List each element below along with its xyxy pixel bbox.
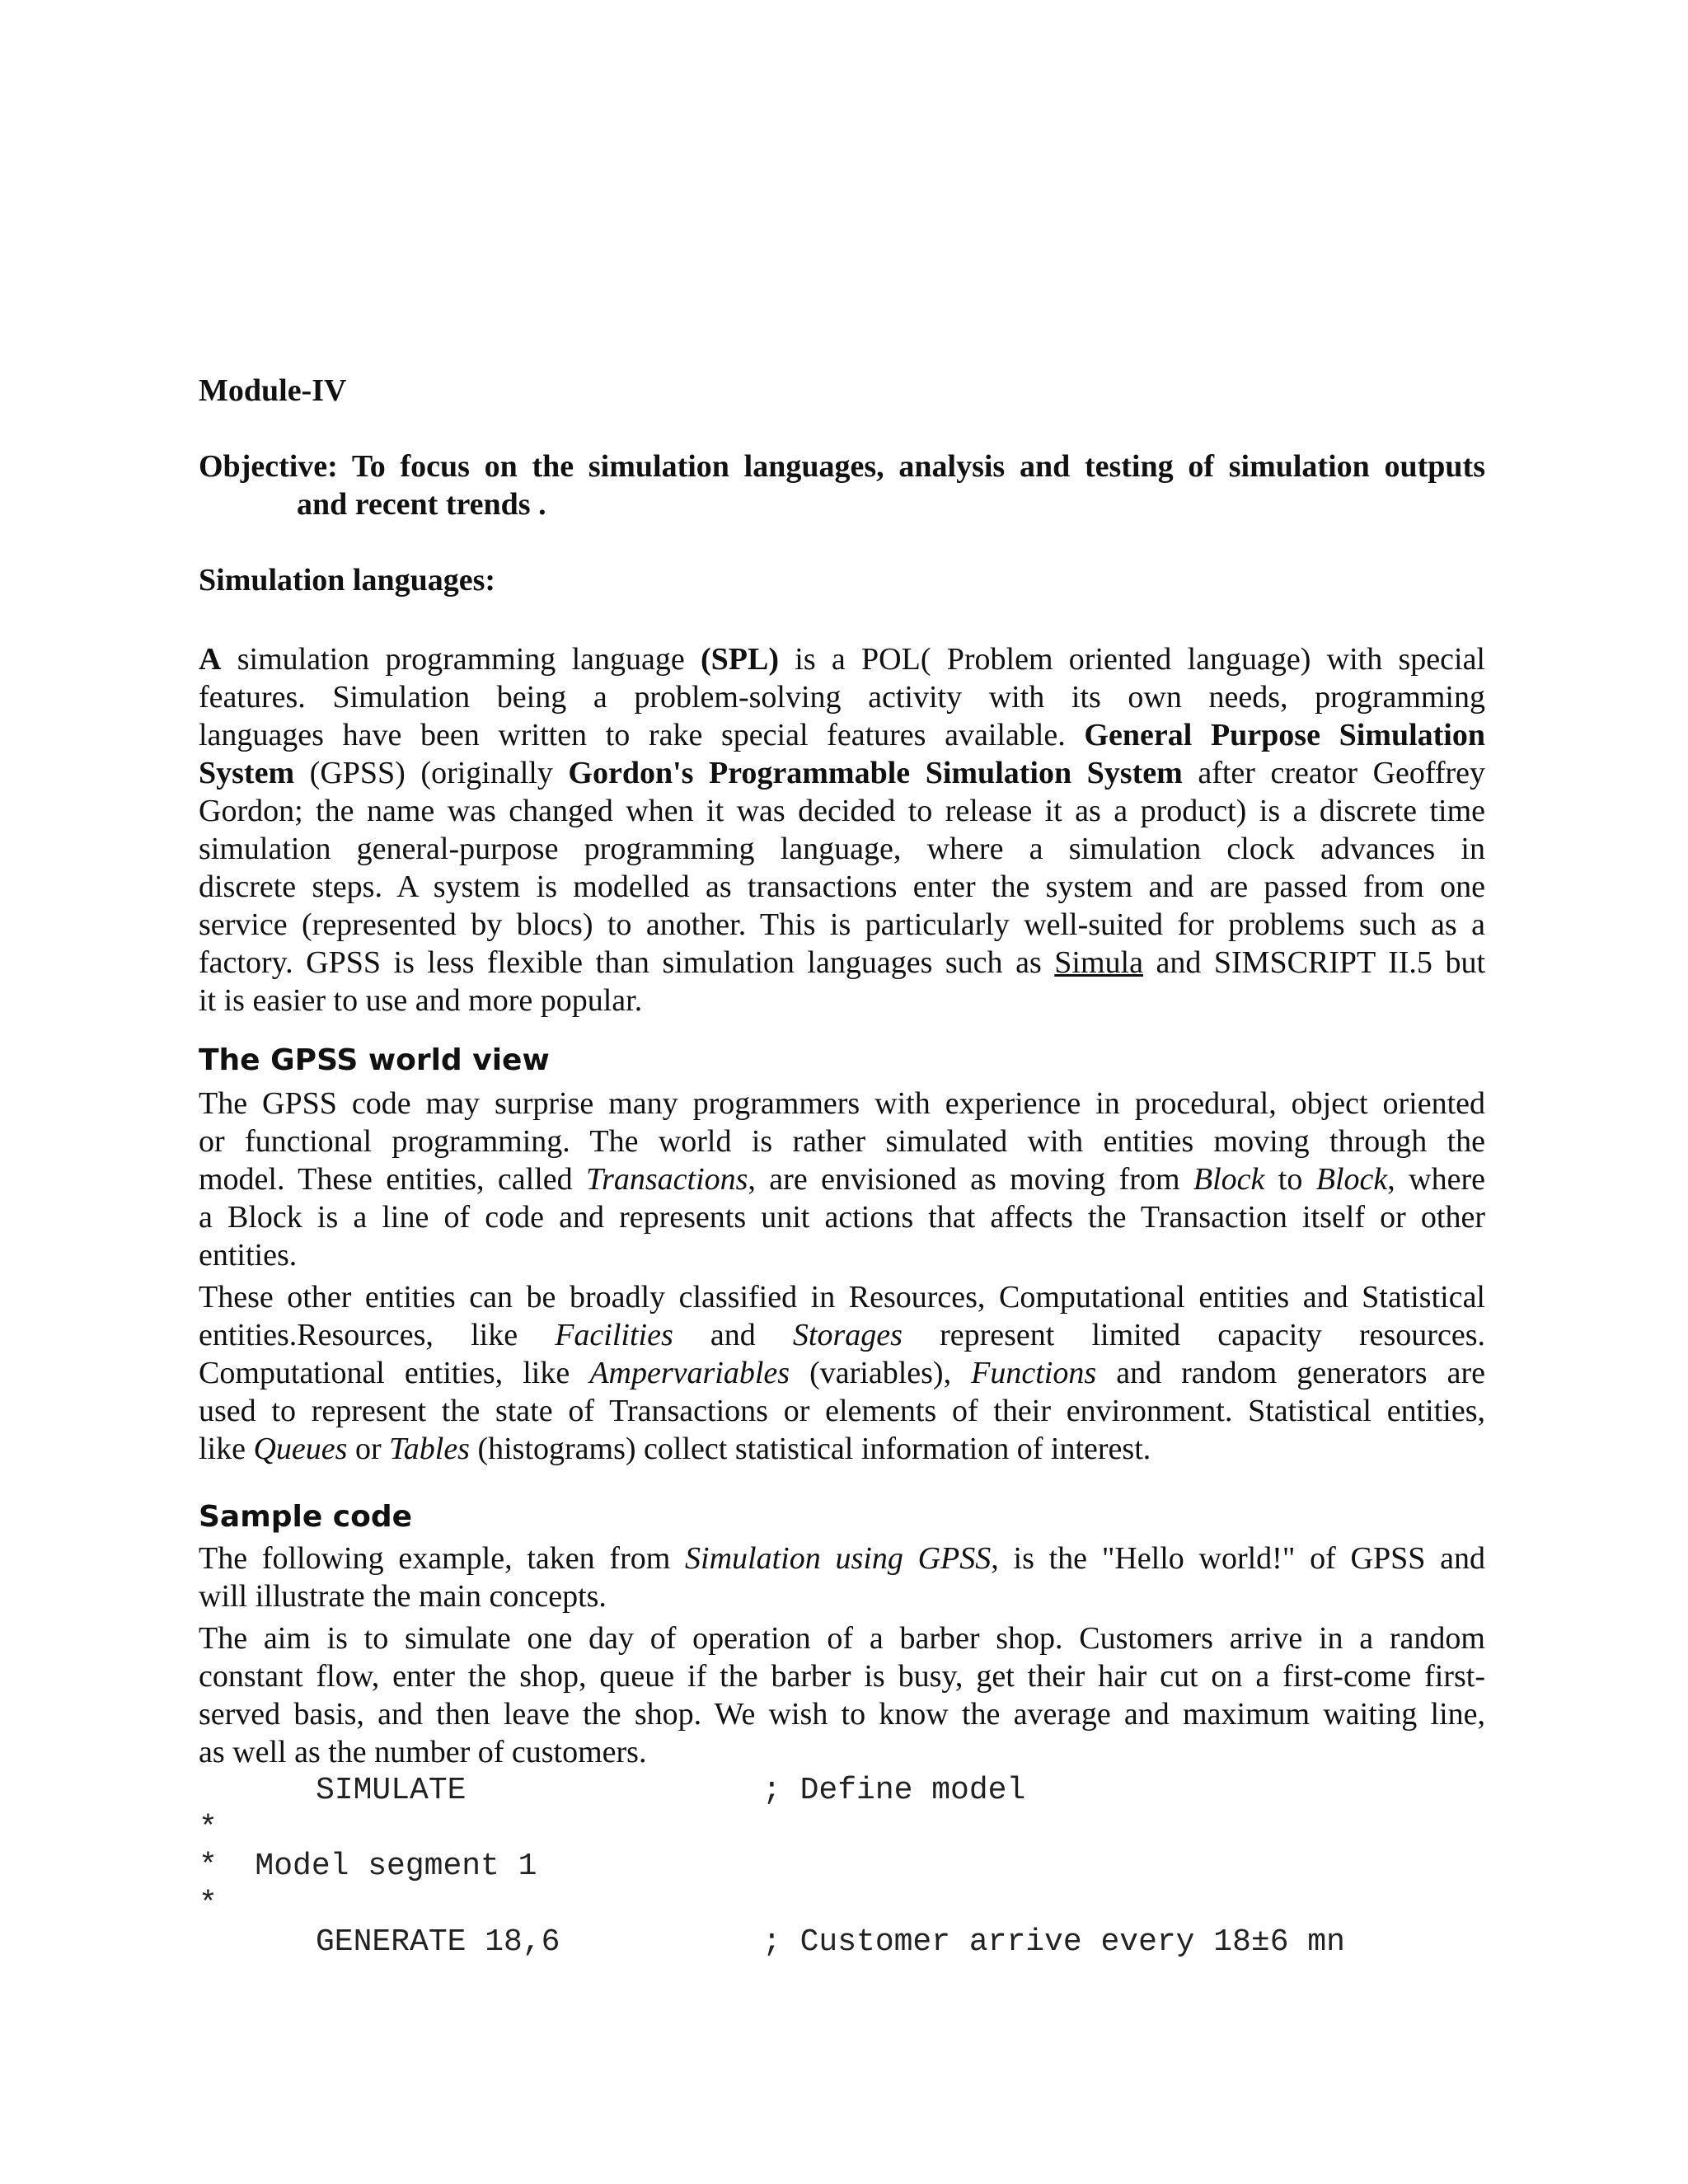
paragraph-line: like Queues or Tables (histograms) collect statistical information of interest. xyxy=(199,1432,1151,1466)
paragraph-line: constant flow, enter the shop, queue if the barber is busy, get their hair cut on a first-come first- xyxy=(199,1659,1485,1694)
paragraph-line: a Block is a line of code and represents unit actions that affects the Transaction itself or other xyxy=(199,1200,1485,1235)
objective-line-2: and recent trends . xyxy=(297,487,546,522)
code-statement: SIMULATE xyxy=(316,1773,467,1808)
paragraph-line: as well as the number of customers. xyxy=(199,1735,647,1769)
paragraph-line: discrete steps. A system is modelled as transactions enter the system and are passed from one xyxy=(199,869,1485,904)
code-comment-line: * xyxy=(199,1886,218,1922)
document-page xyxy=(199,0,1485,2184)
objective-line-1: Objective: To focus on the simulation languages, analysis and testing of simulation outputs xyxy=(199,449,1485,484)
heading-gpss-world-view: The GPSS world view xyxy=(199,1043,550,1077)
code-statement: GENERATE 18,6 xyxy=(316,1924,560,1960)
paragraph-line: or functional programming. The world is rather simulated with entities moving through the xyxy=(199,1124,1485,1159)
paragraph-line: Gordon; the name was changed when it was decided to release it as a product) is a discrete time xyxy=(199,794,1485,828)
paragraph-line: The following example, taken from Simulation using GPSS, is the "Hello world!" of GPSS and xyxy=(199,1541,1485,1576)
paragraph-line: entities. xyxy=(199,1238,298,1272)
module-title: Module-IV xyxy=(199,373,347,408)
paragraph-line: entities.Resources, like Facilities and Storages represent limited capacity resources. xyxy=(199,1318,1485,1352)
paragraph-line: A simulation programming language (SPL) is a POL( Problem oriented language) with special xyxy=(199,642,1485,677)
paragraph-line: served basis, and then leave the shop. We wish to know the average and maximum waiting line, xyxy=(199,1697,1485,1732)
paragraph-line: features. Simulation being a problem-solving activity with its own needs, programming xyxy=(199,680,1485,715)
code-comment: ; Customer arrive every 18±6 mn xyxy=(762,1924,1345,1960)
paragraph-line: The aim is to simulate one day of operation of a barber shop. Customers arrive in a random xyxy=(199,1621,1485,1656)
code-comment-line: * Model segment 1 xyxy=(199,1849,537,1884)
code-comment: ; Define model xyxy=(762,1773,1026,1808)
heading-sample-code: Sample code xyxy=(199,1500,413,1534)
paragraph-line: factory. GPSS is less flexible than simulation languages such as Simula and SIMSCRIPT II.5 but xyxy=(199,945,1486,980)
paragraph-line: The GPSS code may surprise many programmers with experience in procedural, object oriented xyxy=(199,1086,1485,1121)
paragraph-line: it is easier to use and more popular. xyxy=(199,983,643,1018)
paragraph-line: service (represented by blocs) to another. This is particularly well-suited for problems such as a xyxy=(199,907,1485,942)
paragraph-line: used to represent the state of Transactions or elements of their environment. Statistical entities, xyxy=(199,1394,1485,1428)
paragraph-line: Computational entities, like Ampervariables (variables), Functions and random generators are xyxy=(199,1356,1485,1390)
paragraph-line: languages have been written to rake special features available. General Purpose Simulation xyxy=(199,718,1485,752)
paragraph-line: will illustrate the main concepts. xyxy=(199,1579,607,1614)
simula-link[interactable]: Simula xyxy=(1054,945,1143,980)
paragraph-line: System (GPSS) (originally Gordon's Programmable Simulation System after creator Geoffrey xyxy=(199,756,1486,790)
code-comment-line: * xyxy=(199,1811,218,1846)
paragraph-line: model. These entities, called Transactions, are envisioned as moving from Block to Block, where xyxy=(199,1162,1485,1197)
paragraph-line: These other entities can be broadly classified in Resources, Computational entities and Statistical xyxy=(199,1280,1485,1315)
heading-simulation-languages: Simulation languages: xyxy=(199,563,496,598)
paragraph-line: simulation general-purpose programming language, where a simulation clock advances in xyxy=(199,832,1485,866)
